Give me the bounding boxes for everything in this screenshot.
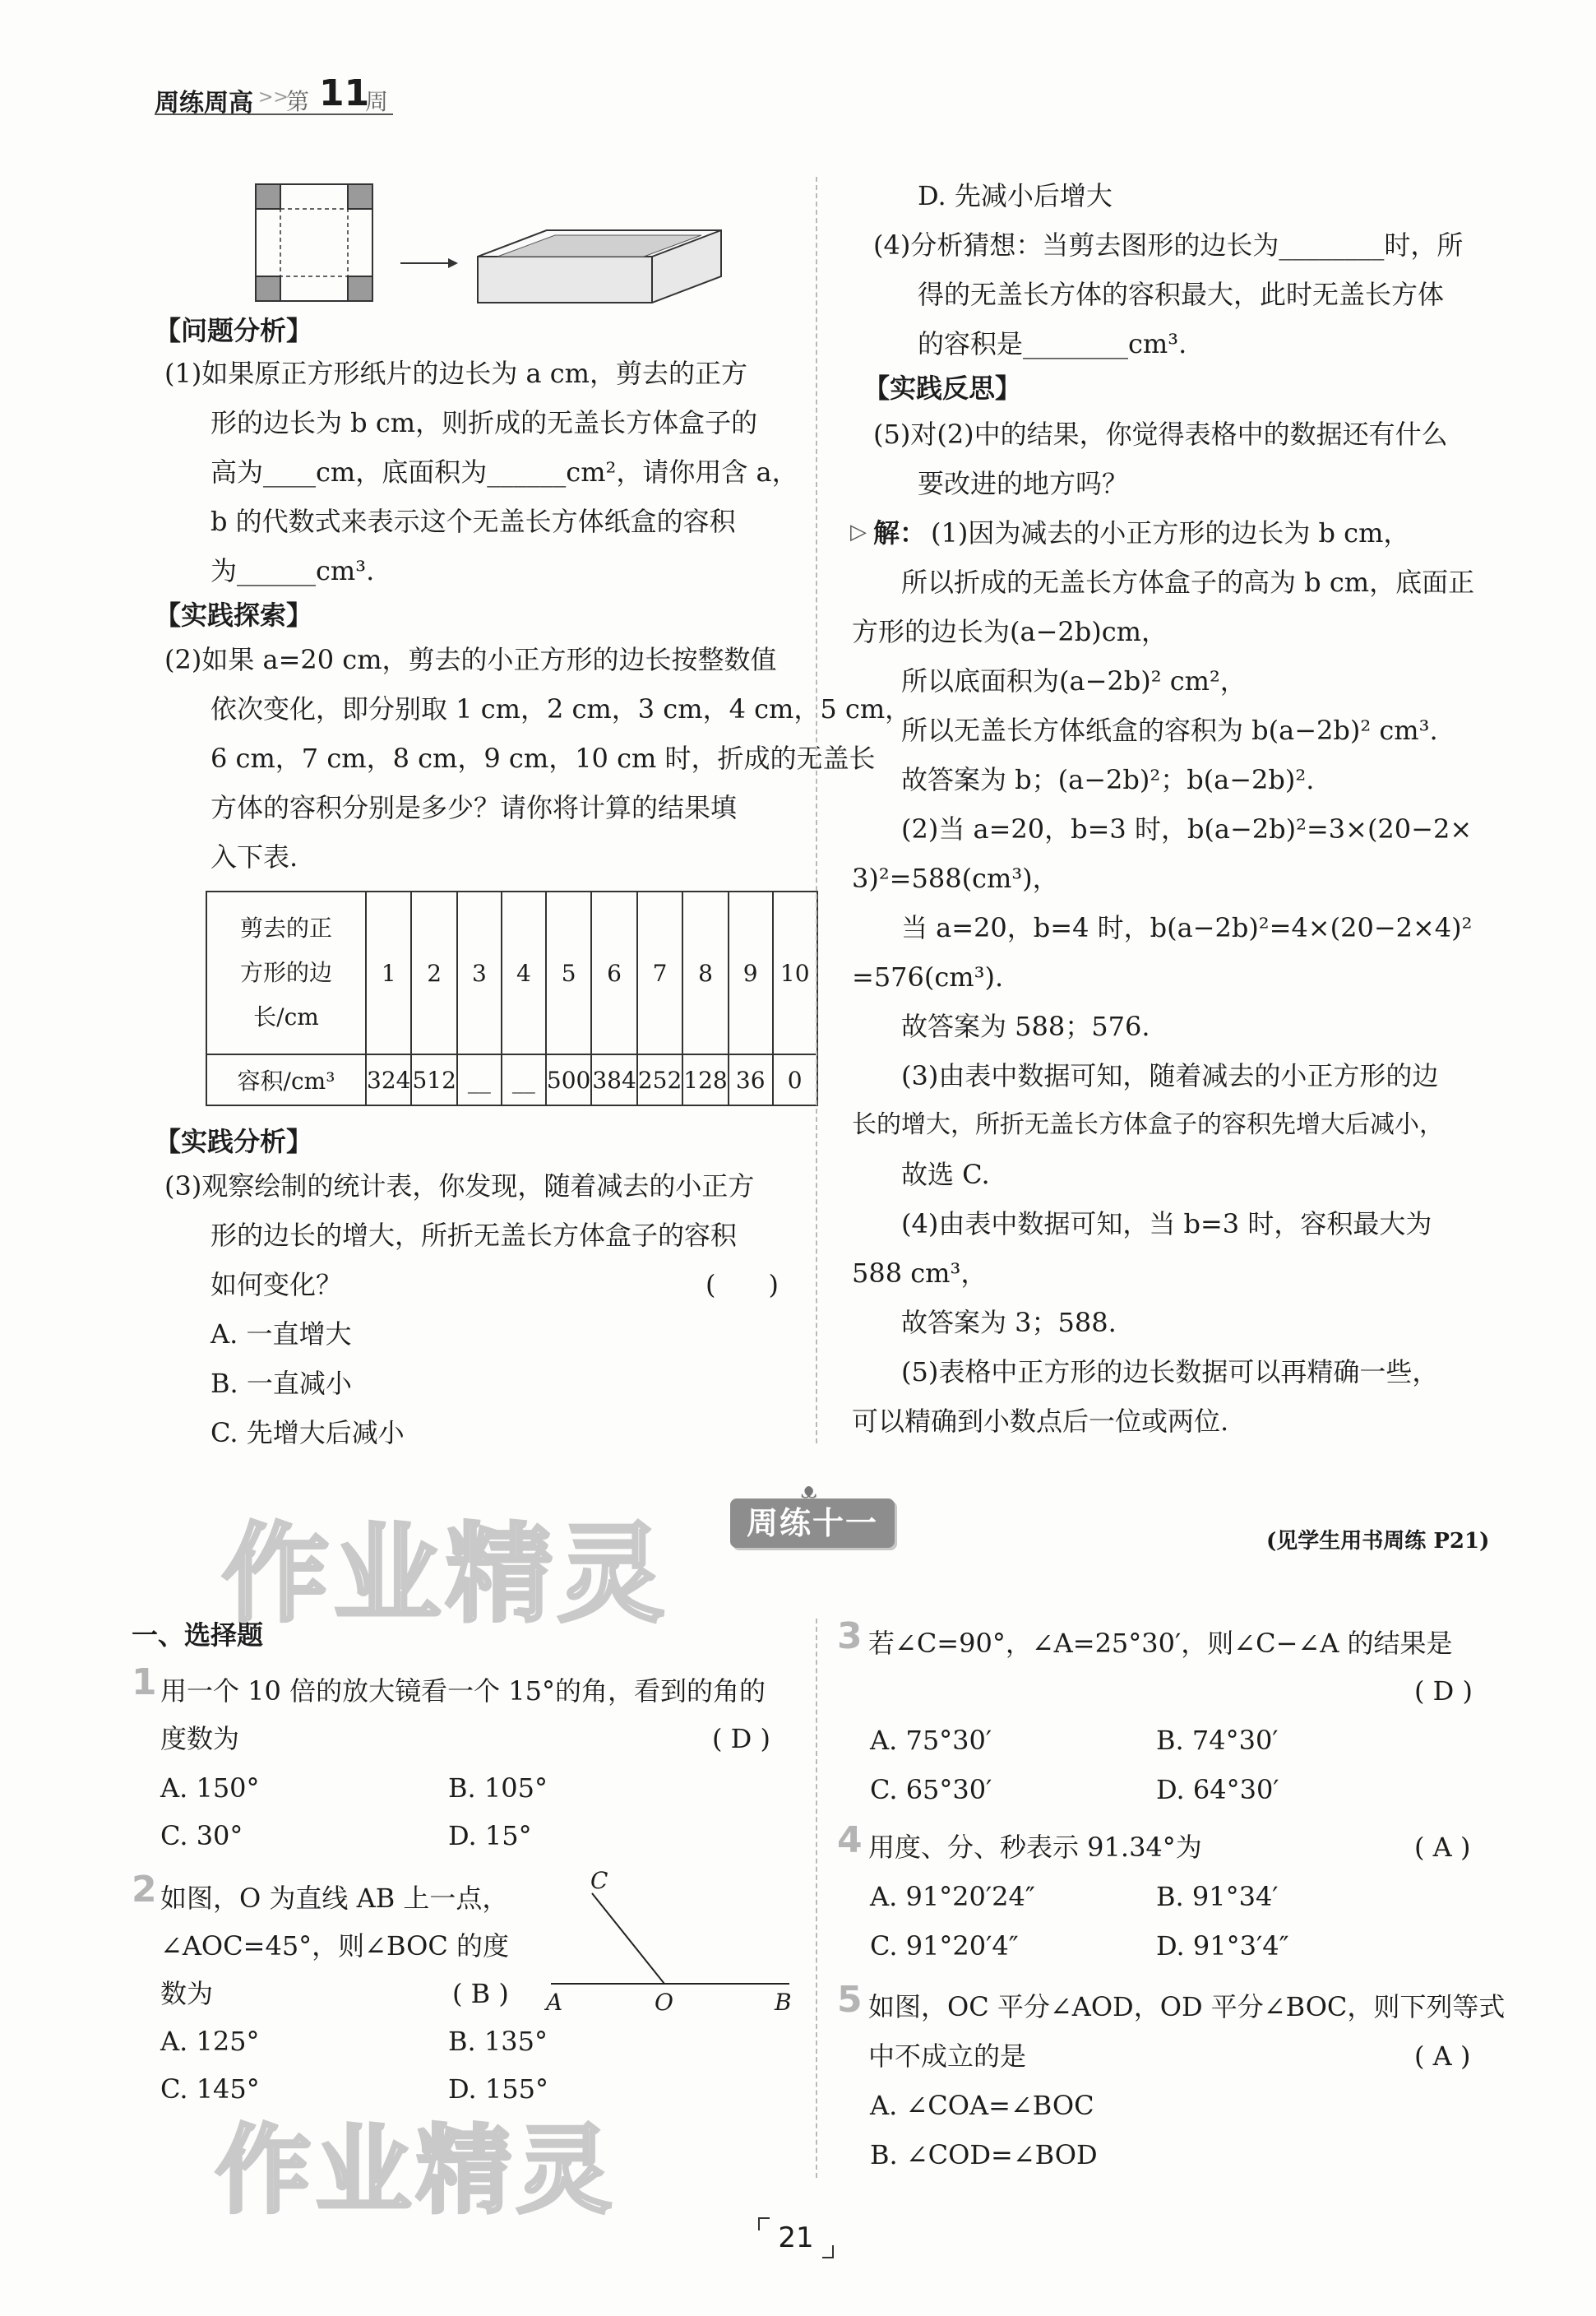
solution-line-14: 故选 C.	[901, 1159, 990, 1190]
banner-ribbon-icon: ᴥ	[801, 1479, 817, 1503]
solution-line-12: (3)由表中数据可知，随着减去的小正方形的边	[901, 1060, 1439, 1091]
table-cell: 384	[591, 1054, 636, 1105]
q4b-option-c: C. 91°20′4″	[870, 1930, 1019, 1962]
solution-line-10: =576(cm³).	[852, 961, 1004, 993]
table-cell: 8	[682, 892, 728, 1054]
table-cell: 0	[773, 1054, 817, 1105]
column-divider-bottom	[816, 1619, 817, 2178]
q3-answer-paren: ( )	[705, 1269, 779, 1300]
q1-answer: ( D )	[712, 1723, 770, 1754]
fig-label-c: C	[590, 1867, 608, 1894]
solution-play-icon: ▷	[850, 520, 867, 544]
student-book-reference: (见学生用书周练 P21)	[1266, 1529, 1490, 1554]
q3b-answer: ( D )	[1414, 1675, 1473, 1707]
q3b-option-b: B. 74°30′	[1156, 1725, 1279, 1756]
q2-text-2: ∠AOC=45°，则∠BOC 的度	[160, 1930, 509, 1962]
page-number	[755, 2217, 837, 2258]
table-cell: 500	[546, 1054, 591, 1105]
question-2-number: 2	[132, 1869, 157, 1911]
q5b-text-1: 如图，OC 平分∠AOD，OD 平分∠BOC，则下列等式	[868, 1991, 1506, 2022]
table-cell: 512	[411, 1054, 456, 1105]
question-5-number: 5	[837, 1979, 863, 2021]
practice-reflect-heading: 【实践反思】	[863, 373, 1022, 404]
angle-figure	[543, 1865, 806, 2013]
q1-option-c: C. 30°	[160, 1820, 243, 1851]
q4-line-2: 得的无盖长方体的容积最大，此时无盖长方体	[918, 279, 1445, 310]
solution-line-16: 588 cm³，	[852, 1258, 988, 1289]
solution-line-6: 故答案为 b；(a−2b)²；b(a−2b)².	[901, 764, 1315, 795]
table-cell: 128	[682, 1054, 728, 1105]
table-cell: 4	[502, 892, 546, 1054]
solution-line-9: 当 a=20，b=4 时，b(a−2b)²=4×(20−2×4)²	[901, 912, 1473, 943]
q1-text-2: 度数为	[160, 1723, 240, 1754]
weekly-practice-banner	[730, 1479, 895, 1548]
q2-line-2: 依次变化，即分别取 1 cm，2 cm，3 cm，4 cm，5 cm，	[210, 693, 912, 725]
q2-line-3: 6 cm，7 cm，8 cm，9 cm，10 cm 时，折成的无盖长	[210, 743, 876, 774]
column-divider	[816, 177, 817, 1443]
q1-option-d: D. 15°	[448, 1820, 532, 1851]
q1-line-3: 高为____cm，底面积为______cm²，请你用含 a，	[210, 456, 798, 488]
table-cell: 10	[773, 892, 817, 1054]
q2-text-1: 如图，O 为直线 AB 上一点，	[160, 1883, 509, 1914]
table-cell: __	[457, 1054, 502, 1105]
q2-answer: ( B )	[452, 1978, 509, 2009]
q3-option-b: B. 一直减小	[210, 1368, 352, 1399]
box-folding-figure	[251, 181, 728, 313]
table-cell: 3	[457, 892, 502, 1054]
q2-line-4: 方体的容积分别是多少？请你将计算的结果填	[210, 792, 738, 823]
q3b-option-a: A. 75°30′	[870, 1725, 992, 1756]
q3-option-a: A. 一直增大	[210, 1318, 352, 1350]
q3-line-1: (3)观察绘制的统计表，你发现，随着减去的小正方	[164, 1170, 755, 1202]
q4b-option-b: B. 91°34′	[1156, 1881, 1279, 1912]
q5b-option-a: A. ∠COA=∠BOC	[870, 2090, 1094, 2121]
table-cell: 252	[637, 1054, 682, 1105]
q1-line-2: 形的边长为 b cm，则折成的无盖长方体盒子的	[210, 407, 758, 438]
solution-line-4: 所以底面积为(a−2b)² cm²，	[901, 665, 1247, 697]
q3b-option-c: C. 65°30′	[870, 1774, 992, 1805]
table-cell: 5	[546, 892, 591, 1054]
q1-option-b: B. 105°	[448, 1772, 548, 1804]
q2-line-1: (2)如果 a=20 cm，剪去的小正方形的边长按整数值	[164, 644, 777, 675]
table-cell: 324	[366, 1054, 411, 1105]
volume-table	[206, 891, 818, 1106]
table-cell: __	[502, 1054, 546, 1105]
table-header-side-length: 剪去的正 方形的边 长/cm	[206, 892, 366, 1054]
table-header-volume: 容积/cm³	[206, 1054, 366, 1105]
q1-line-1: (1)如果原正方形纸片的边长为 a cm，剪去的正方	[164, 358, 748, 389]
header-week-suffix: 周	[365, 88, 389, 115]
q4b-option-d: D. 91°3′4″	[1156, 1930, 1289, 1962]
page-header	[155, 72, 393, 118]
solution-line-18: (5)表格中正方形的边长数据可以再精确一些，	[901, 1356, 1439, 1387]
q3-line-2: 形的边长的增大，所折无盖长方体盒子的容积	[210, 1220, 738, 1251]
solution-line-11: 故答案为 588；576.	[901, 1011, 1150, 1042]
header-arrows: >>	[258, 87, 289, 108]
table-cell: 9	[729, 892, 773, 1054]
fig-label-o: O	[655, 1989, 673, 2016]
q1-line-4: b 的代数式来表示这个无盖长方体纸盒的容积	[210, 506, 736, 537]
problem-analysis-heading: 【问题分析】	[155, 315, 313, 346]
solution-line-3: 方形的边长为(a−2b)cm，	[852, 616, 1168, 647]
q2-line-5: 入下表.	[210, 841, 298, 873]
q5-line-1: (5)对(2)中的结果，你觉得表格中的数据还有什么	[873, 419, 1448, 450]
solution-line-1: (1)因为减去的小正方形的边长为 b cm，	[931, 517, 1410, 549]
header-week-prefix: 第	[286, 88, 310, 115]
q5b-text-2: 中不成立的是	[868, 2040, 1027, 2072]
q1-line-5: 为______cm³.	[210, 555, 375, 586]
q4b-text-1: 用度、分、秒表示 91.34°为	[868, 1832, 1202, 1863]
q1-text-1: 用一个 10 倍的放大镜看一个 15°的角，看到的角的	[160, 1675, 766, 1707]
fig-label-a: A	[546, 1989, 563, 2016]
solution-line-19: 可以精确到小数点后一位或两位.	[852, 1406, 1229, 1437]
q2-option-d: D. 155°	[448, 2073, 548, 2105]
header-week-number: 11	[319, 72, 370, 114]
practice-explore-heading: 【实践探索】	[155, 600, 313, 631]
section-one-heading: 一、选择题	[132, 1619, 264, 1651]
solution-line-7: (2)当 a=20，b=3 时，b(a−2b)²=3×(20−2×	[901, 813, 1473, 845]
q3-option-d: D. 先减小后增大	[918, 180, 1113, 211]
q2-option-c: C. 145°	[160, 2073, 260, 2105]
table-cell: 36	[729, 1054, 773, 1105]
question-1-number: 1	[132, 1661, 157, 1703]
banner-title: 周练十一	[746, 1505, 878, 1541]
solution-line-8: 3)²=588(cm³)，	[852, 863, 1059, 894]
question-3-number: 3	[837, 1615, 863, 1657]
q1-option-a: A. 150°	[160, 1772, 260, 1804]
q4-line-3: 的容积是________cm³.	[918, 328, 1187, 359]
fig-label-b: B	[775, 1989, 792, 2016]
q2-option-b: B. 135°	[448, 2026, 548, 2057]
solution-line-15: (4)由表中数据可知，当 b=3 时，容积最大为	[901, 1208, 1432, 1239]
solution-line-2: 所以折成的无盖长方体盒子的高为 b cm，底面正	[901, 567, 1475, 598]
table-cell: 6	[591, 892, 636, 1054]
page-number-text: 21	[778, 2221, 814, 2254]
table-cell: 2	[411, 892, 456, 1054]
q3b-text-1: 若∠C=90°，∠A=25°30′，则∠C−∠A 的结果是	[868, 1628, 1453, 1659]
q5b-option-b: B. ∠COD=∠BOD	[870, 2139, 1098, 2170]
q5-line-2: 要改进的地方吗？	[918, 468, 1129, 499]
q2-text-3: 数为	[160, 1978, 214, 2009]
table-cell: 1	[366, 892, 411, 1054]
solution-line-5: 所以无盖长方体纸盒的容积为 b(a−2b)² cm³.	[901, 715, 1438, 746]
q5b-answer: ( A )	[1414, 2040, 1471, 2072]
q2-option-a: A. 125°	[160, 2026, 260, 2057]
header-brand: 周练周高	[155, 89, 253, 118]
q4b-answer: ( A )	[1414, 1832, 1471, 1863]
practice-analysis-heading: 【实践分析】	[155, 1126, 313, 1157]
table-cell: 7	[637, 892, 682, 1054]
q4-line-1: (4)分析猜想：当剪去图形的边长为________时，所	[873, 229, 1464, 261]
q3b-option-d: D. 64°30′	[1156, 1774, 1279, 1805]
q4b-option-a: A. 91°20′24″	[870, 1881, 1035, 1912]
solution-label: 解：	[873, 517, 927, 549]
watermark-bottom: 作业精灵	[215, 2115, 617, 2226]
solution-line-13: 长的增大，所折无盖长方体盒子的容积先增大后减小，	[852, 1110, 1444, 1139]
question-4-number: 4	[837, 1819, 863, 1861]
solution-line-17: 故答案为 3；588.	[901, 1307, 1117, 1338]
watermark-top: 作业精灵	[222, 1512, 670, 1637]
q3-option-c: C. 先增大后减小	[210, 1417, 405, 1448]
q3-line-3: 如何变化？	[210, 1269, 343, 1300]
